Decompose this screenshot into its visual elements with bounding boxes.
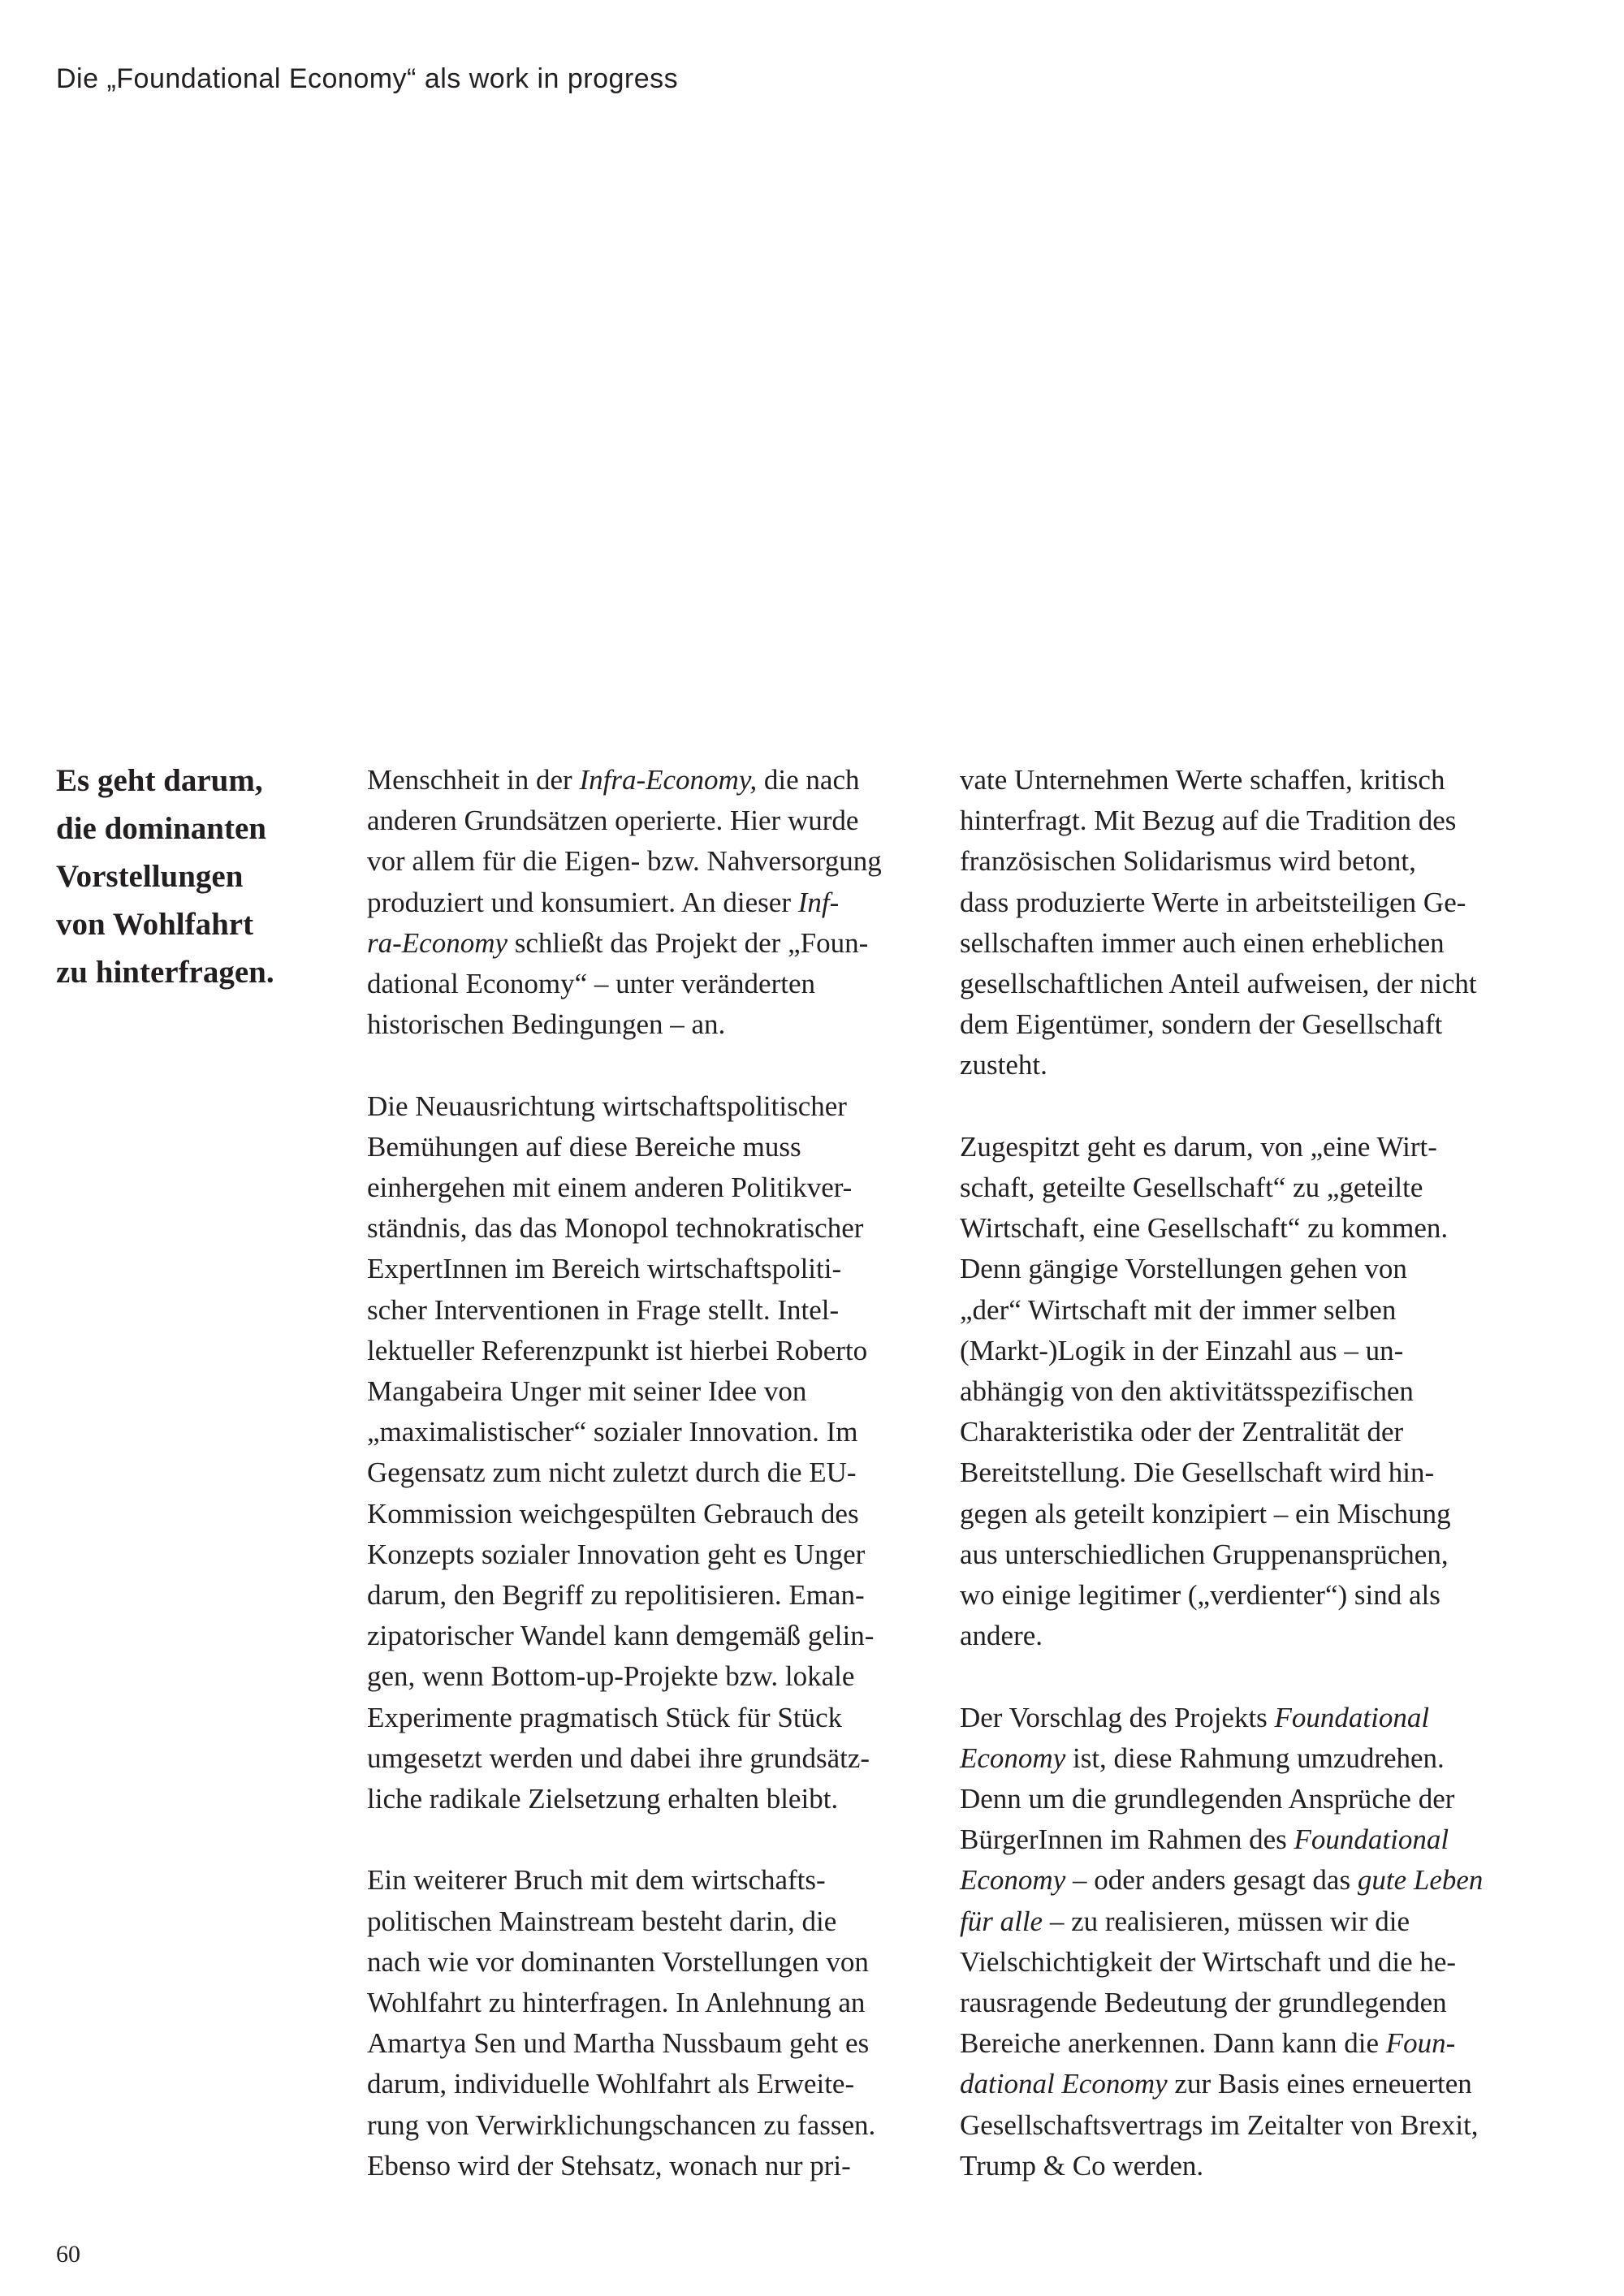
text-line: politischen Mainstream besteht darin, die <box>367 1905 837 1937</box>
body-column-middle <box>367 760 935 2186</box>
emphasis-economy: Economy <box>960 1741 1066 1774</box>
text-line: schaft, geteilte Gesellschaft“ zu „geteilte <box>960 1172 1423 1204</box>
text-line: scher Interventionen in Frage stellt. Intel- <box>367 1293 840 1326</box>
text-line: aus unterschiedlichen Gruppenansprüchen, <box>960 1538 1449 1570</box>
emphasis-foundational: Foundational <box>1294 1823 1449 1856</box>
text-run: ist, diese Rahmung umzudrehen. <box>1065 1741 1445 1774</box>
text-line: Zugespitzt geht es darum, von „eine Wirt- <box>960 1130 1437 1163</box>
text-line: Vielschichtigkeit der Wirtschaft und die he- <box>960 1945 1457 1978</box>
paragraph <box>960 1698 1544 2186</box>
paragraph <box>960 1127 1544 1657</box>
text-line: abhängig von den aktivitätsspezifischen <box>960 1375 1414 1408</box>
text-line: Die Neuausrichtung wirtschaftspolitischer <box>367 1090 847 1122</box>
text-line <box>960 1819 1544 1860</box>
text-line <box>960 1860 1544 1901</box>
paragraph <box>960 760 1544 1086</box>
text-run: Menschheit in der <box>367 764 580 796</box>
text-line: Denn um die grundlegenden Ansprüche der <box>960 1783 1455 1815</box>
text-line: Wirtschaft, eine Gesellschaft“ zu kommen. <box>960 1212 1449 1245</box>
emphasis-infra-economy: Infra-Economy, <box>579 764 758 796</box>
text-line: gen, wenn Bottom-up-Projekte bzw. lokale <box>367 1660 855 1693</box>
text-run: Bereiche anerkennen. Dann kann die <box>960 2027 1386 2060</box>
text-line: gegen als geteilt konzipiert – ein Mischung <box>960 1497 1451 1530</box>
text-line: Denn gängige Vorstellungen gehen von <box>960 1253 1407 1285</box>
text-line: Mangabeira Unger mit seiner Idee von <box>367 1375 807 1408</box>
emphasis-foundational: Foun- <box>1385 2027 1456 2060</box>
pull-quote-line: die dominanten <box>56 811 266 846</box>
text-line <box>960 1901 1544 1942</box>
text-run: schließt das Projekt der „Foun- <box>508 926 869 959</box>
pull-quote-line: Es geht darum, <box>56 763 263 798</box>
text-line <box>367 923 935 964</box>
text-line: hinterfragt. Mit Bezug auf die Tradition des <box>960 805 1457 837</box>
pull-quote-line: Vorstellungen <box>56 859 244 894</box>
text-line: vor allem für die Eigen- bzw. Nahversorgung <box>367 845 882 878</box>
text-line: rung von Verwirklichungschancen zu fassen. <box>367 2108 876 2141</box>
text-line: ExpertInnen im Bereich wirtschaftspoliti- <box>367 1253 842 1285</box>
text-run: zur Basis eines erneuerten <box>1167 2068 1472 2100</box>
text-line: Ebenso wird der Stehsatz, wonach nur pri- <box>367 2149 851 2182</box>
emphasis-foundational-economy: dational Economy <box>960 2068 1168 2100</box>
text-line: „der“ Wirtschaft mit der immer selben <box>960 1293 1397 1326</box>
text-line: umgesetzt werden und dabei ihre grundsätz- <box>367 1741 870 1774</box>
text-run: Der Vorschlag des Projekts <box>960 1701 1275 1733</box>
text-line: historischen Bedingungen – an. <box>367 1008 726 1041</box>
text-line: Charakteristika oder der Zentralität der <box>960 1416 1404 1448</box>
text-line: „maximalistischer“ sozialer Innovation. Im <box>367 1416 858 1448</box>
text-line <box>960 2023 1544 2064</box>
text-line <box>960 2064 1544 2104</box>
text-line: französischen Solidarismus wird betont, <box>960 845 1416 878</box>
text-line: Gegensatz zum nicht zuletzt durch die EU- <box>367 1457 857 1489</box>
paragraph <box>367 1860 935 2186</box>
emphasis-foundational: Foundational <box>1274 1701 1430 1733</box>
pull-quote <box>56 757 324 996</box>
text-line: dational Economy“ – unter veränderten <box>367 968 816 1000</box>
text-run: die nach <box>757 764 860 796</box>
text-line: lektueller Referenzpunkt ist hierbei Roberto <box>367 1334 868 1366</box>
text-run: – zu realisieren, müssen wir die <box>1043 1905 1410 1937</box>
text-line: sellschaften immer auch einen erheblichen <box>960 926 1445 959</box>
pull-quote-line: zu hinterfragen. <box>56 955 274 990</box>
text-line <box>367 883 935 923</box>
paragraph <box>367 760 935 1045</box>
text-line <box>367 760 935 801</box>
pull-quote-line: von Wohlfahrt <box>56 907 254 942</box>
text-line: Amartya Sen und Martha Nussbaum geht es <box>367 2027 870 2060</box>
text-line: anderen Grundsätzen operierte. Hier wurde <box>367 805 859 837</box>
text-line: darum, individuelle Wohlfahrt als Erweite- <box>367 2068 855 2100</box>
page-number: 60 <box>56 2241 80 2268</box>
running-header: Die „Foundational Economy“ als work in progress <box>56 63 679 94</box>
text-line: ständnis, das das Monopol technokratischer <box>367 1212 864 1245</box>
text-line: Wohlfahrt zu hinterfragen. In Anlehnung an <box>367 1987 866 2019</box>
text-line: gesellschaftlichen Anteil aufweisen, der nicht <box>960 968 1477 1000</box>
text-line: Bereitstellung. Die Gesellschaft wird hin- <box>960 1457 1435 1489</box>
emphasis-infra-economy: Inf- <box>797 886 840 918</box>
text-line: zipatorischer Wandel kann demgemäß gelin- <box>367 1620 875 1652</box>
text-line: (Markt-)Logik in der Einzahl aus – un- <box>960 1334 1404 1366</box>
text-line: wo einige legitimer („verdienter“) sind als <box>960 1579 1440 1612</box>
text-line <box>960 1738 1544 1779</box>
emphasis-fuer-alle: für alle <box>960 1905 1043 1937</box>
text-line: nach wie vor dominanten Vorstellungen von <box>367 1945 869 1978</box>
text-run: BürgerInnen im Rahmen des <box>960 1823 1294 1856</box>
text-line: Konzepts sozialer Innovation geht es Unger <box>367 1538 866 1570</box>
text-line: rausragende Bedeutung der grundlegenden <box>960 1987 1447 2019</box>
text-line: Bemühungen auf diese Bereiche muss <box>367 1130 801 1163</box>
text-line: darum, den Begriff zu repolitisieren. Eman- <box>367 1579 865 1612</box>
text-line: dem Eigentümer, sondern der Gesellschaft <box>960 1008 1443 1041</box>
body-column-right <box>960 760 1544 2186</box>
text-line: Gesellschaftsvertrags im Zeitalter von Brexit, <box>960 2108 1479 2141</box>
text-line: zusteht. <box>960 1049 1047 1081</box>
emphasis-gute-leben: gute Leben <box>1357 1864 1484 1897</box>
text-line <box>960 1698 1544 1738</box>
emphasis-economy: Economy <box>960 1864 1066 1897</box>
paragraph <box>367 1086 935 1820</box>
text-run: – oder anders gesagt das <box>1065 1864 1358 1897</box>
text-line: einhergehen mit einem anderen Politikver- <box>367 1172 853 1204</box>
text-line: andere. <box>960 1620 1043 1652</box>
text-line: Ein weiterer Bruch mit dem wirtschafts- <box>367 1864 826 1897</box>
text-line: Trump & Co werden. <box>960 2149 1204 2182</box>
text-run: produziert und konsumiert. An dieser <box>367 886 798 918</box>
emphasis-infra-economy: ra-Economy <box>367 926 508 959</box>
text-line: liche radikale Zielsetzung erhalten bleibt. <box>367 1783 839 1815</box>
text-line: dass produzierte Werte in arbeitsteiligen Ge- <box>960 886 1466 918</box>
text-line: Experimente pragmatisch Stück für Stück <box>367 1701 843 1733</box>
text-line: vate Unternehmen Werte schaffen, kritisch <box>960 764 1445 796</box>
text-line: Kommission weichgespülten Gebrauch des <box>367 1497 859 1530</box>
